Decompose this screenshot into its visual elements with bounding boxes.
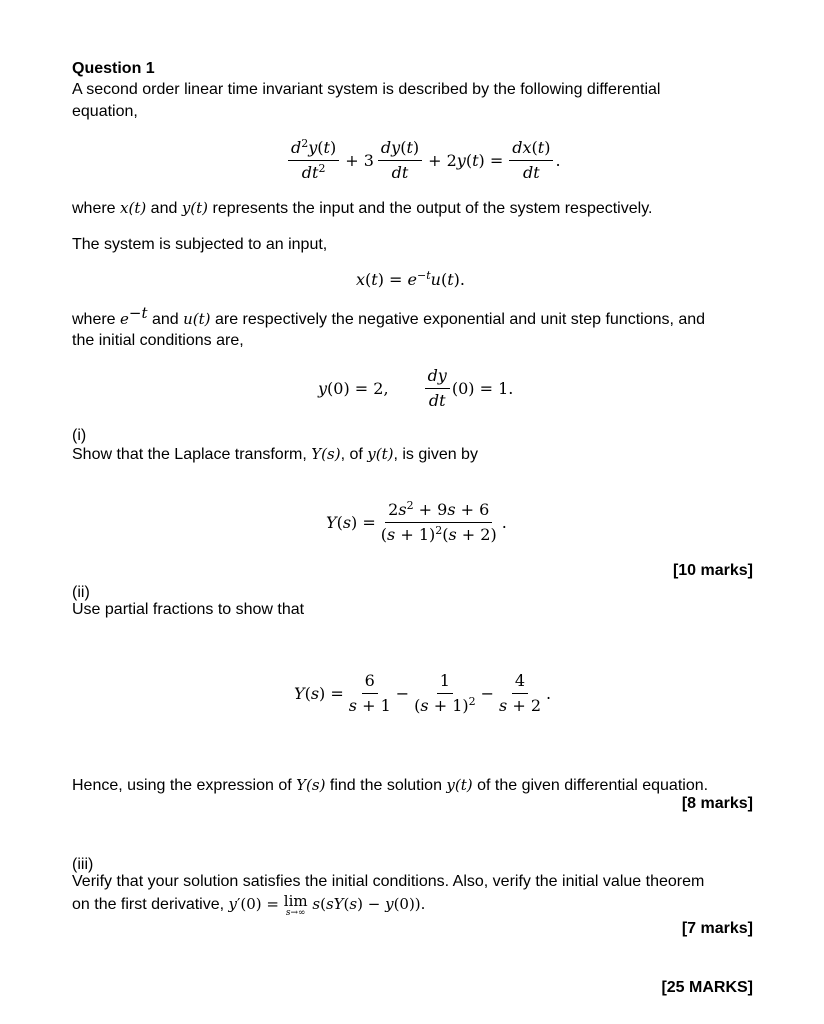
part-ii-text: Use partial fractions to show that <box>72 601 305 618</box>
part-iii-line-2: on the first derivative, y′(0) = lim s→∞ s(sY(s) − y(0)). <box>72 892 426 918</box>
initial-conditions-line-1: where $e^{-t}$ and u(t) are respectively the negative exponential and unit step functions, and <box>72 304 706 328</box>
partial-fractions-equation: Y(s) = $\frac{6}{s + 1}$ − $\frac{1}{(s + 1)^2}$ − $\frac{4}{s + 2}$ . <box>294 671 552 715</box>
part-iii-marks: [7 marks] <box>681 920 753 937</box>
total-marks: [25 MARKS] <box>661 979 753 996</box>
hence-line: Hence, using the expression of Y(s) find the solution y(t) of the given differential equation. <box>72 776 709 794</box>
part-i-marks: [10 marks] <box>672 562 753 579</box>
laplace-transform-equation: Y(s) = $\frac{2s^2 + 9s + 6}{(s + 1)^2(s + 2)}$ . <box>326 499 507 544</box>
question-title: Question 1 <box>72 60 155 77</box>
initial-value-theorem-expression: y′(0) = lim s→∞ s(sY(s) − y(0)). <box>228 892 426 918</box>
part-iii-label: (iii) <box>72 856 94 873</box>
intro-line-2: equation, <box>72 103 138 120</box>
part-i-text: Show that the Laplace transform, Y(s), of y(t), is given by <box>72 445 478 463</box>
intro-line-1: A second order linear time invariant system is described by the following differential <box>72 81 661 98</box>
input-equation: $x(t) = e^{-t}u(t)$. <box>356 269 465 289</box>
initial-conditions-line-2: the initial conditions are, <box>72 332 244 349</box>
where-line: where x(t) and y(t) represents the input and the output of the system respectively. <box>72 199 653 217</box>
initial-conditions-equation: y(0) = 2, $\frac{dy}{dt}$ (0) = 1. <box>318 366 514 410</box>
part-ii-label: (ii) <box>72 584 90 601</box>
differential-equation: $\frac{d^2y(t)}{dt^2}$ + 3 $\frac{dy(t)}{dt}$ + 2y(t) = $\frac{dx(t)}{dt}$ . <box>286 138 561 183</box>
subjected-line: The system is subjected to an input, <box>72 236 328 253</box>
part-iii-line-1: Verify that your solution satisfies the initial conditions. Also, verify the initial value theorem <box>72 873 705 890</box>
part-ii-marks: [8 marks] <box>681 795 753 812</box>
part-i-label: (i) <box>72 427 87 444</box>
